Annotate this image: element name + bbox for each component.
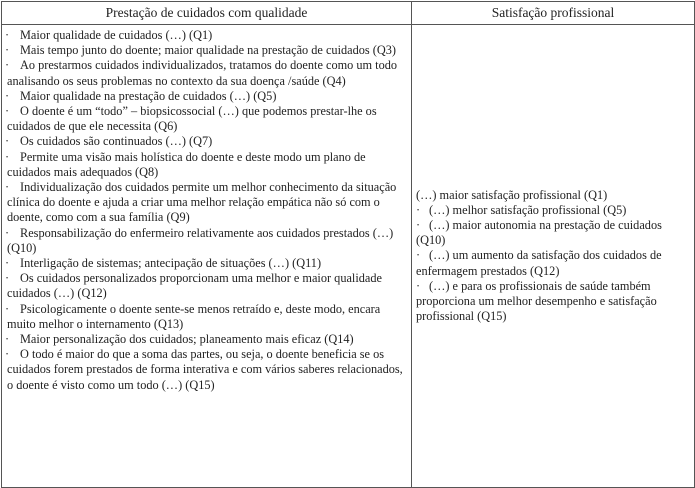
bullet-marker: · bbox=[416, 248, 421, 263]
item-text: Ao prestarmos cuidados individualizados, tratamos do doente como um todo analisando os seus problemas no contexto da sua doença /saúde (Q4) bbox=[7, 58, 398, 88]
list-item bbox=[416, 203, 690, 218]
list-item bbox=[7, 302, 407, 332]
bullet-marker: · bbox=[416, 217, 421, 232]
list-item bbox=[7, 134, 407, 149]
list-item bbox=[7, 89, 407, 104]
header-quality-care: Prestação de cuidados com qualidade bbox=[2, 2, 412, 25]
bullet-marker: · bbox=[5, 180, 10, 195]
item-text: Os cuidados são continuados (…) (Q7) bbox=[20, 134, 213, 149]
bullet-marker: · bbox=[5, 104, 10, 119]
list-item bbox=[7, 226, 407, 256]
results-table bbox=[1, 1, 695, 488]
bullet-marker: · bbox=[416, 278, 421, 293]
header-row bbox=[2, 2, 695, 25]
list-item bbox=[7, 180, 407, 226]
list-item bbox=[7, 58, 407, 88]
item-text: Maior personalização dos cuidados; planeamento mais eficaz (Q14) bbox=[20, 332, 354, 347]
list-item bbox=[416, 218, 690, 248]
item-text: (…) e para os profissionais de saúde também proporciona um melhor desempenho e satisfação profissional (Q15) bbox=[416, 278, 657, 324]
bullet-marker: · bbox=[5, 225, 10, 240]
list-item bbox=[7, 150, 407, 180]
list-item bbox=[7, 43, 407, 58]
item-text: O doente é um “todo” – biopsicossocial (…) que podemos prestar-lhe os cuidados de que ele necessita (Q6) bbox=[7, 104, 377, 134]
bullet-marker: · bbox=[5, 88, 10, 103]
list-item bbox=[7, 104, 407, 134]
item-text: Permite uma visão mais holística do doente e deste modo um plano de cuidados mais adequados (Q8) bbox=[7, 149, 366, 179]
item-text: Individualização dos cuidados permite um melhor conhecimento da situação clínica do doente e ajuda a criar uma melhor relação empática não só com o doente, como com a sua família (Q9) bbox=[7, 180, 397, 225]
item-text: Mais tempo junto do doente; maior qualidade na prestação de cuidados (Q3) bbox=[20, 43, 396, 58]
item-text: Os cuidados personalizados proporcionam uma melhor e maior qualidade cuidados (…) (Q12) bbox=[7, 271, 382, 301]
item-text: (…) um aumento da satisfação dos cuidados de enfermagem prestados (Q12) bbox=[416, 248, 662, 278]
item-text: (…) maior satisfação profissional (Q1) bbox=[416, 187, 608, 202]
bullet-marker: · bbox=[5, 134, 10, 149]
bullet-marker: · bbox=[5, 28, 10, 42]
bullet-marker: · bbox=[5, 43, 10, 58]
item-text: O todo é maior do que a soma das partes, ou seja, o doente beneficia se os cuidados forem prestados de forma interativa e com vários saberes relacionados, o doente é visto como um todo (…) (Q15) bbox=[7, 347, 403, 392]
bullet-marker: · bbox=[5, 256, 10, 271]
list-item bbox=[7, 347, 407, 393]
list-item bbox=[416, 279, 690, 325]
bullet-marker: · bbox=[416, 202, 421, 217]
quality-care-cell bbox=[2, 25, 412, 488]
bullet-marker: · bbox=[5, 58, 10, 73]
item-text: (…) melhor satisfação profissional (Q5) bbox=[429, 202, 627, 217]
item-text: Interligação de sistemas; antecipação de situações (…) (Q11) bbox=[20, 256, 322, 271]
list-item bbox=[7, 256, 407, 271]
list-item bbox=[7, 28, 407, 43]
item-text: Maior qualidade na prestação de cuidados (…) (Q5) bbox=[20, 88, 277, 103]
professional-satisfaction-cell bbox=[412, 25, 695, 488]
bullet-marker: · bbox=[5, 149, 10, 164]
list-item bbox=[7, 271, 407, 301]
body-row bbox=[2, 25, 695, 488]
list-item bbox=[416, 248, 690, 278]
satisfaction-list bbox=[416, 188, 690, 325]
item-text: (…) maior autonomia na prestação de cuidados (Q10) bbox=[416, 217, 662, 248]
header-professional-satisfaction: Satisfação profissional bbox=[412, 2, 695, 25]
bullet-marker: · bbox=[5, 347, 10, 362]
item-text: Responsabilização do enfermeiro relativamente aos cuidados prestados (…) (Q10) bbox=[7, 225, 394, 255]
document bbox=[1, 1, 694, 485]
list-item bbox=[416, 188, 690, 203]
item-text: Maior qualidade de cuidados (…) (Q1) bbox=[20, 28, 213, 42]
bullet-marker: · bbox=[5, 332, 10, 347]
bullet-marker: · bbox=[5, 301, 10, 316]
list-item bbox=[7, 332, 407, 347]
item-text: Psicologicamente o doente sente-se menos retraído e, deste modo, encara muito melhor o internamento (Q13) bbox=[7, 301, 381, 331]
bullet-marker: · bbox=[5, 271, 10, 286]
